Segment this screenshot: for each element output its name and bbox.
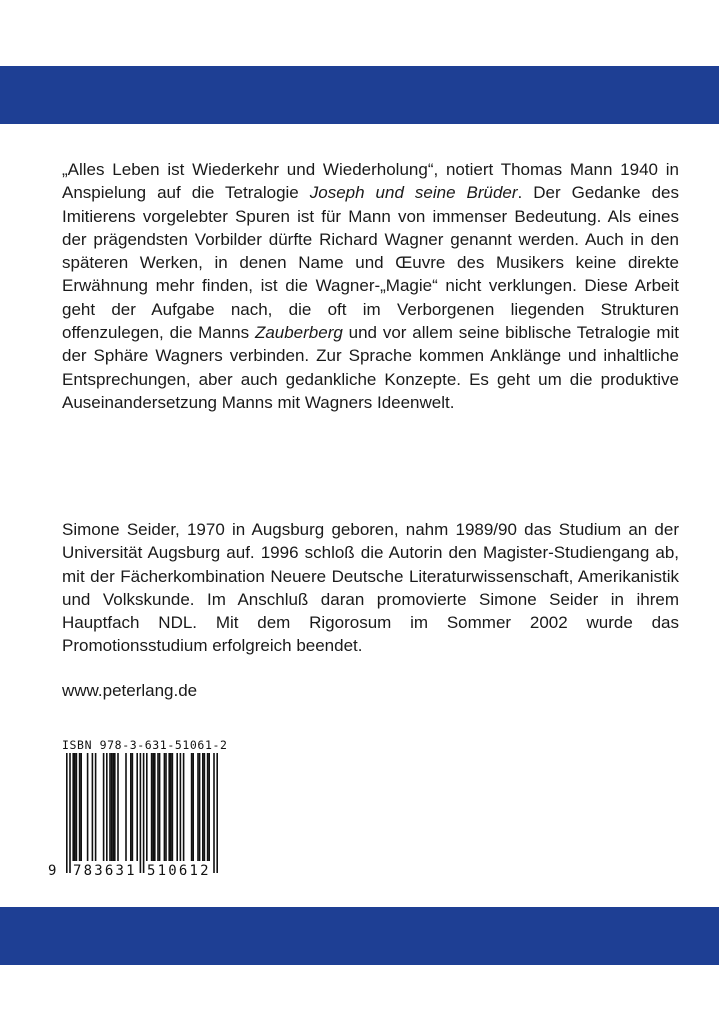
barcode-bar [172,753,174,861]
book-title-zauberberg: Zauberberg [254,323,343,343]
barcode-bar [151,753,153,861]
barcode-bar [197,753,199,861]
barcode-bar [117,753,119,861]
barcode-bar [112,753,114,861]
barcode-bar [74,753,76,861]
barcode-digits-right: 510612 [147,863,211,879]
barcode-guard-bar [140,753,142,873]
barcode-bar [152,753,154,861]
barcode-bar [92,753,94,861]
barcode-bar [199,753,201,861]
barcode-bar [191,753,193,861]
barcode-bar [146,753,148,861]
barcode-bar [109,753,111,861]
barcode-bar [157,753,159,861]
barcode-bar [130,753,132,861]
barcode-bar [207,753,209,861]
barcode-bar [192,753,194,861]
barcode-bar [168,753,170,861]
barcode-bar [202,753,204,861]
barcode-bar [204,753,206,861]
barcode-bar [159,753,161,861]
barcode-guard-bar [69,753,71,873]
barcode-bar [76,753,78,861]
barcode-bar [114,753,116,861]
barcode-bar [125,753,127,861]
barcode-digits-left: 783631 [73,863,137,879]
barcode-bar [87,753,89,861]
barcode-digit-first: 9 [48,863,57,879]
book-blurb [62,158,679,414]
barcode-guard-bar [216,753,218,873]
blurb-text-3: und vor allem seine biblische Tetralogie mit der Sphäre Wagners verbinden. Zur Sprache kommen Anklänge und inhaltliche Entsprechungen, aber auch gedankliche Konzepte. Es geht um die produktive Auseinandersetzung Manns mit Wagners Ideenwelt. [62,323,679,412]
barcode-bar [180,753,182,861]
barcode-bar [132,753,134,861]
barcode-bar [170,753,172,861]
isbn-label: ISBN 978-3-631-51061-2 [62,738,228,752]
blurb-text-2: . Der Gedanke des Imitierens vorgelebter Spuren ist für Mann von immenser Bedeutung. Als eines der prägendsten Vorbilder dürfte Richard Wagner genannt werden. Auch in den späteren Werken, in denen Name und Œuvre des Musikers keine direkte Erwähnung mehr finden, ist die Wagner-„Magie“ nicht verklungen. Diese Arbeit geht der Aufgabe nach, die oft im Verborgenen liegenden Strukturen offenzulegen, die Manns [62,183,679,343]
barcode-guard-bar [213,753,215,873]
publisher-website: www.peterlang.de [62,681,198,700]
barcode-bar [164,753,166,861]
blurb-text-1: „Alles Leben ist Wiederkehr und Wiederholung“, notiert Thomas Mann 1940 in Anspielung auf die Tetralogie [62,160,679,203]
barcode-bar [183,753,185,861]
barcode-bar [154,753,156,861]
barcode-bar [103,753,105,861]
barcode-guard-bar [143,753,145,873]
barcode-bar [176,753,178,861]
barcode-bar [111,753,113,861]
barcode-bar [79,753,81,861]
barcode-bar [136,753,138,861]
barcode-bar [106,753,108,861]
top-color-band [0,66,719,124]
bottom-color-band [0,907,719,965]
barcode-bar [95,753,97,861]
barcode-guard-bar [66,753,68,873]
author-bio: Simone Seider, 1970 in Augsburg geboren, nahm 1989/90 das Studium an der Universität Augsburg auf. 1996 schloß die Autorin den Magister-Studiengang ab, mit der Fächerkombination Neuere Deutsche Literaturwissenschaft, Amerikanistik und Volkskunde. Im Anschluß daran promovierte Simone Seider in ihrem Hauptfach NDL. Mit dem Rigorosum im Sommer 2002 wurde das Promotionsstudium erfolgreich beendet. [62,520,679,656]
book-title-joseph: Joseph und seine Brüder [309,183,518,203]
barcode-bar [165,753,167,861]
barcode-graphic [48,753,228,873]
barcode-bar [72,753,74,861]
barcode-bar [208,753,210,861]
barcode-bar [80,753,82,861]
